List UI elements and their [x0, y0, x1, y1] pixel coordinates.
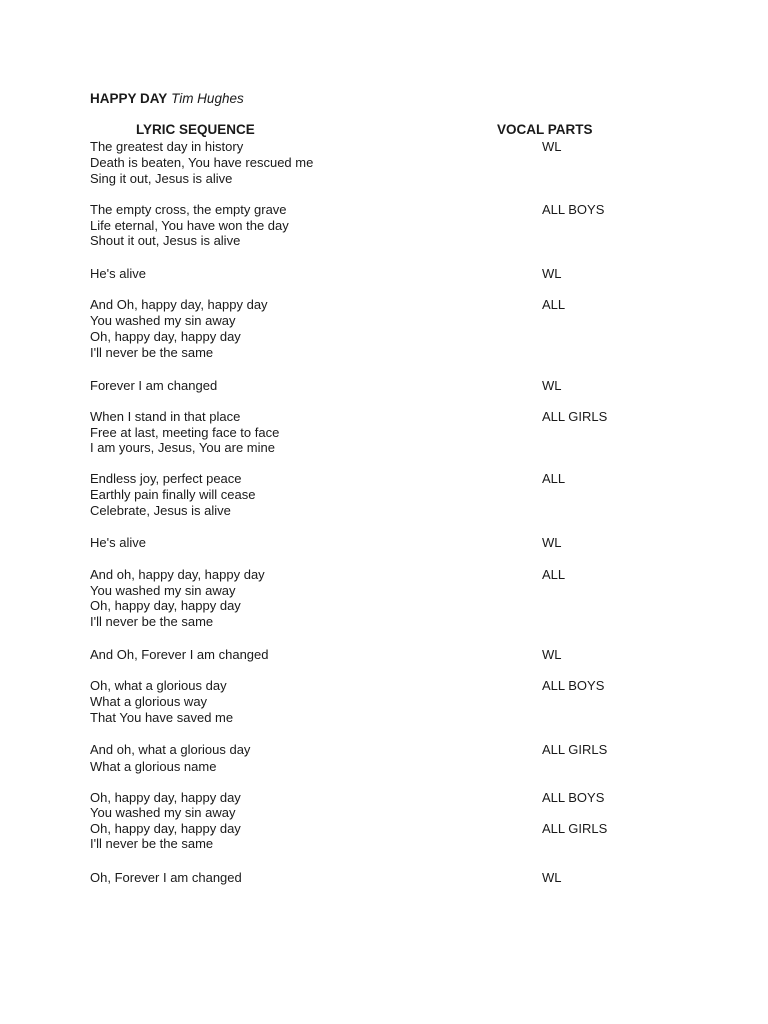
lyric-line: Endless joy, perfect peace	[90, 471, 242, 486]
lyric-line: Oh, what a glorious day	[90, 678, 227, 693]
lyric-line: Earthly pain finally will cease	[90, 487, 256, 502]
lyric-line: What a glorious way	[90, 694, 208, 709]
lyric-line: He's alive	[90, 266, 146, 281]
lyric-line: Sing it out, Jesus is alive	[90, 171, 233, 186]
lyric-line: Death is beaten, You have rescued me	[90, 155, 314, 170]
lyric-line: You washed my sin away	[90, 583, 236, 598]
lyric-line: Oh, happy day, happy day	[90, 329, 241, 344]
lyric-line: The greatest day in history	[90, 139, 244, 154]
vocal-part: WL	[542, 535, 562, 550]
lyric-line: I'll never be the same	[90, 614, 214, 629]
vocal-parts-header: VOCAL PARTS	[497, 122, 593, 137]
lyric-line: Oh, happy day, happy day	[90, 821, 241, 836]
lyric-line: What a glorious name	[90, 759, 217, 774]
lyric-line: Oh, happy day, happy day	[90, 790, 241, 805]
vocal-part: ALL GIRLS	[542, 742, 608, 757]
lyric-line: When I stand in that place	[90, 409, 241, 424]
vocal-part: WL	[542, 266, 562, 281]
vocal-part: ALL GIRLS	[542, 409, 608, 424]
vocal-part: WL	[542, 870, 562, 885]
vocal-part: ALL GIRLS	[542, 821, 608, 836]
lyric-line: I'll never be the same	[90, 345, 214, 360]
lyric-line: Shout it out, Jesus is alive	[90, 233, 241, 248]
lyric-line: And Oh, Forever I am changed	[90, 647, 269, 662]
lyric-line: He's alive	[90, 535, 146, 550]
lyric-line: Free at last, meeting face to face	[90, 425, 280, 440]
lyric-line: You washed my sin away	[90, 805, 236, 820]
vocal-part: ALL	[542, 471, 566, 486]
lyric-line: And oh, what a glorious day	[90, 742, 251, 757]
lyric-line: And oh, happy day, happy day	[90, 567, 265, 582]
lyric-line: The empty cross, the empty grave	[90, 202, 287, 217]
song-heading	[90, 91, 244, 106]
song-title: HAPPY DAY	[90, 91, 168, 106]
vocal-part: ALL	[542, 567, 566, 582]
vocal-part: WL	[542, 378, 562, 393]
lyric-line: Forever I am changed	[90, 378, 218, 393]
lyric-line: Oh, Forever I am changed	[90, 870, 242, 885]
lyric-line: Oh, happy day, happy day	[90, 598, 241, 613]
lyric-line: Life eternal, You have won the day	[90, 218, 289, 233]
lyric-line: I'll never be the same	[90, 836, 214, 851]
lyric-line: And Oh, happy day, happy day	[90, 297, 268, 312]
lyric-line: I am yours, Jesus, You are mine	[90, 440, 275, 455]
vocal-part: ALL BOYS	[542, 790, 605, 805]
vocal-part: ALL BOYS	[542, 678, 605, 693]
song-author: Tim Hughes	[171, 91, 244, 106]
lyric-line: You washed my sin away	[90, 313, 236, 328]
lyric-line: That You have saved me	[90, 710, 234, 725]
vocal-part: ALL	[542, 297, 566, 312]
vocal-part: WL	[542, 647, 562, 662]
vocal-part: ALL BOYS	[542, 202, 605, 217]
lyric-sequence-header: LYRIC SEQUENCE	[136, 122, 255, 137]
vocal-part: WL	[542, 139, 562, 154]
lyric-line: Celebrate, Jesus is alive	[90, 503, 231, 518]
